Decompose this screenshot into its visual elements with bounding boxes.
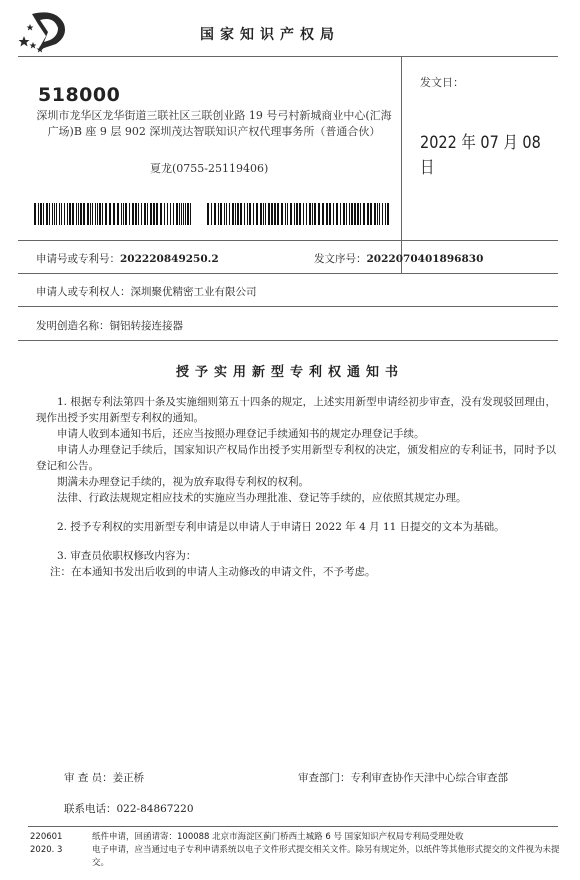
barcode	[34, 203, 192, 225]
recipient-contact: 夏龙(0755-25119406)	[150, 162, 269, 175]
divider	[18, 273, 558, 274]
invention-title-label: 发明创造名称：	[36, 320, 110, 332]
paragraph-6: 2. 授予专利权的实用新型专利申请是以申请人于申请日 2022 年 4 月 11 日提交的文本为基础。	[57, 521, 505, 533]
notice-body	[36, 394, 556, 580]
mailing-instruction: 纸件申请，回函请寄：100088 北京市海淀区蓟门桥西土城路 6 号 国家知识产权局专利局受理处收	[92, 832, 464, 842]
serial-number	[314, 251, 483, 266]
paragraph-5: 法律、行政法规规定相应技术的实施应当办理批准、登记等手续的，应依照其规定办理。	[57, 492, 467, 504]
recipient-address: 深圳市龙华区龙华街道三联社区三联创业路 19 号弓村新城商业中心(汇海广场)B 座 9 层 902 深圳茂达智联知识产权代理事务所（普通合伙）	[36, 109, 392, 138]
divider	[28, 826, 558, 827]
divider	[18, 340, 558, 341]
examination-department: 审查部门：专利审查协作天津中心综合审查部	[298, 772, 508, 784]
paragraph-3: 申请人办理登记手续后，国家知识产权局作出授予实用新型专利权的决定，颁发相应的专利证书，同时予以登记和公告。	[36, 444, 556, 472]
office-name: 国家知识产权局	[200, 27, 340, 43]
applicant-value: 深圳聚优精密工业有限公司	[130, 286, 257, 298]
invention-title-value: 铜铝转接连接器	[109, 320, 183, 332]
applicant	[36, 284, 257, 299]
paragraph-2: 申请人收到本通知书后，还应当按照办理登记手续通知书的规定办理登记手续。	[57, 428, 425, 440]
paragraph-1: 1. 根据专利法第四十条及实施细则第五十四条的规定，上述实用新型申请经初步审查，没有发现驳回理由，现作出授予实用新型专利权的通知。	[36, 396, 556, 424]
form-code: 220601	[30, 832, 63, 842]
application-number	[36, 251, 219, 266]
divider	[401, 56, 402, 274]
paragraph-4: 期满未办理登记手续的，视为放弃取得专利权的权利。	[57, 476, 309, 488]
examiner: 审 查 员：姜正桥	[64, 772, 145, 784]
cnipa-logo	[16, 6, 76, 56]
form-version: 2020. 3	[30, 845, 63, 855]
invention-title	[36, 318, 183, 333]
electronic-filing-instruction: 电子申请，应当通过电子专利申请系统以电子文件形式提交相关文件。除另有规定外，以纸件等其他形式提交的文件视为未提交。	[92, 845, 560, 868]
divider	[18, 306, 558, 307]
notice-title: 授予实用新型专利权通知书	[175, 365, 404, 380]
serial-number-label: 发文序号：	[314, 253, 367, 265]
serial-number-value: 2022070401896830	[366, 253, 484, 265]
divider	[18, 56, 558, 57]
paragraph-7: 3. 审查员依职权修改内容为：	[57, 550, 197, 562]
dispatch-date: 2022 年 07 月 08 日	[420, 133, 541, 178]
barcode	[207, 203, 390, 225]
application-number-value: 202220849250.2	[120, 253, 219, 265]
postcode: 518000	[38, 84, 121, 106]
divider	[18, 240, 558, 241]
application-number-label: 申请号或专利号：	[36, 253, 120, 265]
applicant-label: 申请人或专利权人：	[36, 286, 131, 298]
date-label: 发文日：	[420, 76, 464, 89]
contact-phone: 联系电话：022-84867220	[64, 803, 194, 815]
paragraph-8: 注：在本通知书发出后收到的申请人主动修改的申请文件，不予考虑。	[50, 566, 376, 578]
